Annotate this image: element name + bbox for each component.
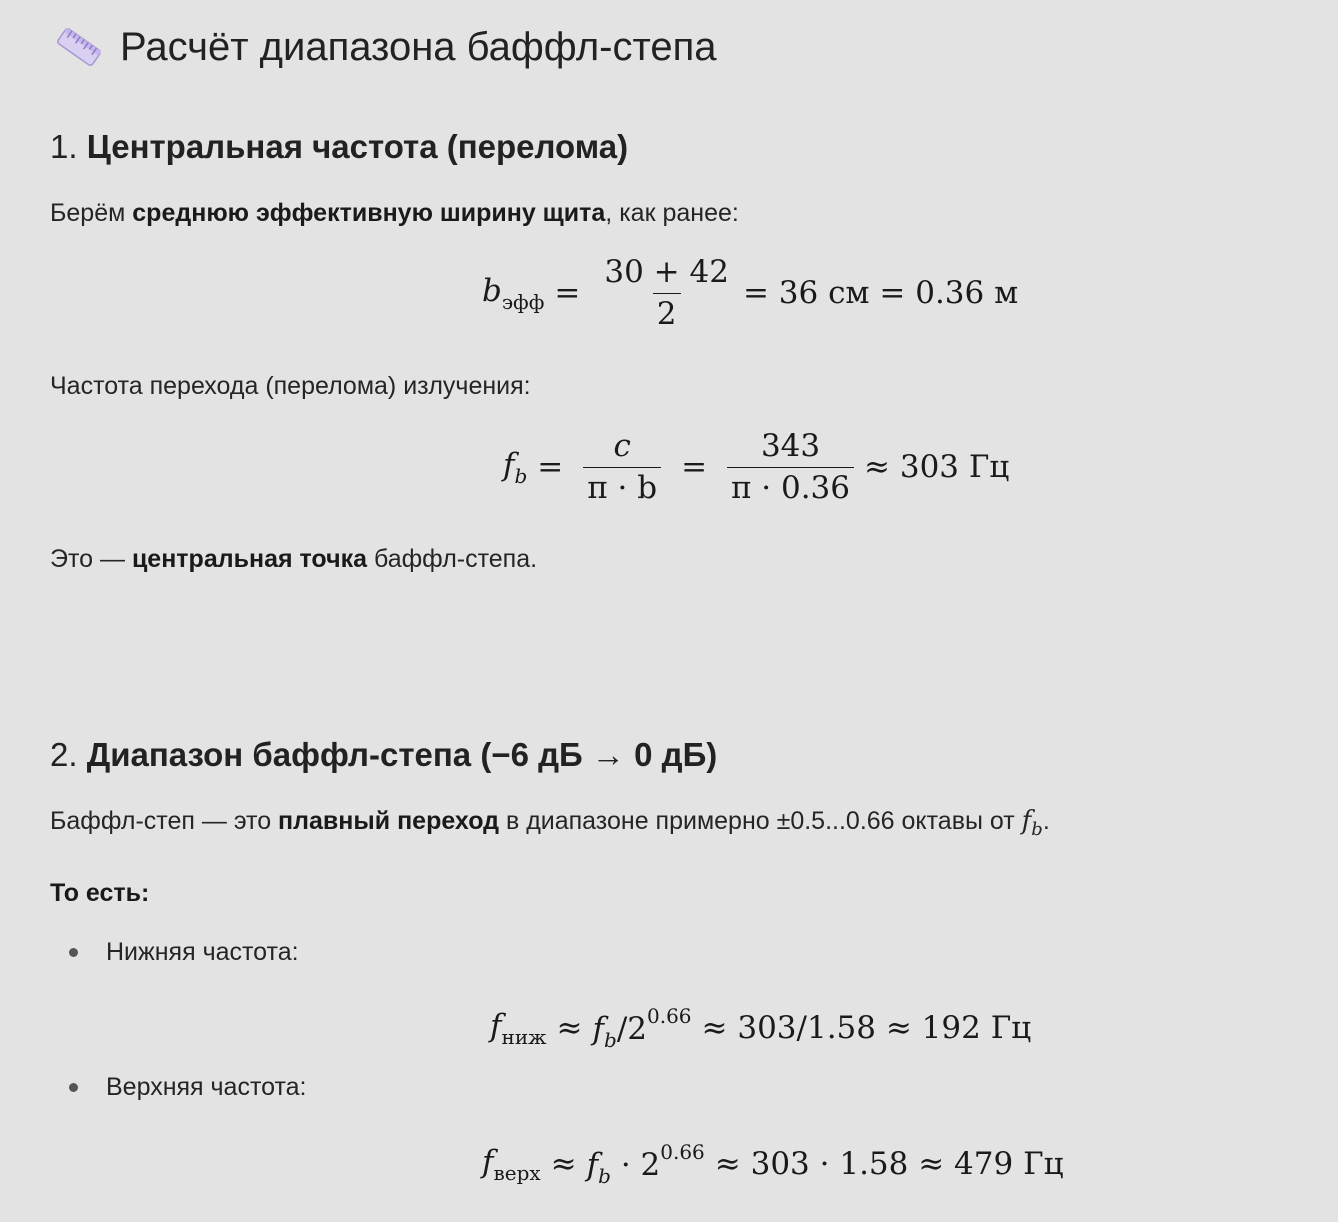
subscript: эфф: [501, 289, 545, 314]
that-is-label: То есть:: [50, 879, 150, 907]
equals: =: [537, 449, 564, 486]
subscript: b: [514, 463, 528, 488]
eq-lhs: [482, 273, 544, 314]
fraction: [600, 256, 733, 330]
text: Берём: [50, 199, 133, 227]
eq-lhs: $f_{ниж}$: [490, 1007, 547, 1049]
numerator: 30 + 42: [604, 254, 729, 290]
eq-rest: ≈ 303 · 1.58 ≈ 479 Гц: [714, 1146, 1064, 1182]
list-item-upper: [50, 1073, 307, 1102]
text: Это —: [50, 545, 132, 573]
section-1-title: Центральная частота (перелома): [86, 128, 629, 165]
page-title: [54, 22, 717, 72]
eq-rest: ≈ 303/1.58 ≈ 192 Гц: [701, 1010, 1032, 1046]
section-2-intro: [50, 806, 1050, 840]
section-2-title: Диапазон баффл-степа (−6 дБ → 0 дБ): [86, 736, 718, 773]
eq-rest: = 36 см = 0.36 м: [742, 275, 1019, 312]
var: f: [503, 446, 515, 483]
denominator: π · 0.36: [727, 467, 854, 505]
ruler-icon: [54, 22, 104, 72]
eq-mid: $f_b \cdot 2^{0.66}$: [586, 1140, 705, 1188]
section-1-text-3: [50, 545, 537, 574]
bold-text: плавный переход: [278, 807, 500, 835]
eq-lhs: [503, 447, 527, 488]
bullet-icon: [69, 948, 78, 957]
eq-rest: ≈ 303 Гц: [864, 449, 1010, 486]
equation-fb: [503, 430, 1009, 504]
equals: =: [681, 449, 708, 486]
fraction-2: [727, 430, 854, 504]
equation-f-high: [482, 1140, 1064, 1188]
equation-b-eff: [482, 256, 1018, 330]
inline-math-fb: $f_b$: [1021, 806, 1043, 840]
text: баффл-степа.: [367, 545, 538, 573]
list-item-lower: [50, 938, 299, 967]
text: в диапазоне примерно ±0.5...0.66 октавы от: [499, 807, 1022, 835]
bold-text: центральная точка: [131, 545, 368, 573]
denominator: π · b: [583, 467, 661, 505]
list-item-label: Нижняя частота:: [106, 938, 299, 966]
text: Баффл-степ — это: [50, 807, 279, 835]
eq-lhs: $f_{верх}$: [482, 1143, 541, 1185]
denominator: 2: [653, 293, 681, 331]
numerator: c: [613, 428, 631, 464]
section-1-number: 1.: [50, 128, 78, 165]
section-2-number: 2.: [50, 736, 78, 773]
equation-f-low: [490, 1004, 1031, 1052]
approx: ≈: [556, 1010, 583, 1046]
text: , как ранее:: [605, 199, 739, 227]
section-1-intro: [50, 199, 739, 228]
fraction-1: [583, 430, 661, 504]
list-item-label: Верхняя частота:: [106, 1073, 307, 1101]
bold-text: среднюю эффективную ширину щита: [132, 199, 606, 227]
numerator: 343: [760, 428, 821, 464]
approx: ≈: [550, 1146, 577, 1182]
var: b: [482, 272, 502, 309]
section-2-heading: [50, 736, 717, 774]
section-1-text-2: Частота перехода (перелома) излучения:: [50, 372, 531, 400]
equals: =: [554, 275, 581, 312]
eq-mid: $f_b/2^{0.66}$: [592, 1004, 692, 1052]
text: .: [1042, 807, 1050, 835]
page-title-text: Расчёт диапазона баффл-степа: [120, 24, 717, 69]
bullet-icon: [69, 1083, 78, 1092]
section-1-heading: [50, 128, 628, 166]
